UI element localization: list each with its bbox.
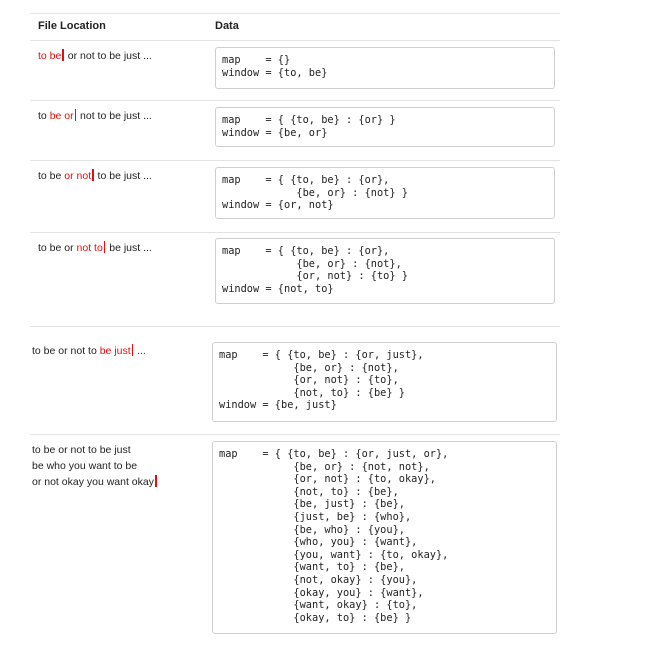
file-location-row-4: to be or not to be just ... (38, 242, 152, 254)
highlighted-window: be just (99, 345, 131, 357)
divider (30, 160, 560, 161)
location-line: or not okay you want okay (32, 474, 158, 490)
cursor-marker (62, 49, 64, 61)
cursor-marker (92, 169, 94, 181)
data-code: map = { {to, be} : {or, just}, {be, or} : {not}, {or, not} : {to}, {not, to} : {be} } window = {be, just} (219, 349, 424, 412)
file-location-row-5: to be or not to be just ... (32, 345, 146, 357)
data-box-row-3 (215, 167, 555, 219)
file-location-row-2: to be or not to be just ... (38, 110, 152, 122)
divider (30, 40, 560, 41)
location-line: be who you want to be (32, 460, 138, 472)
data-code: map = { {to, be} : {or} } window = {be, or} (222, 114, 396, 139)
divider (30, 13, 560, 14)
data-box-row-2 (215, 107, 555, 147)
data-code: map = {} window = {to, be} (222, 54, 328, 79)
data-box-row-4 (215, 238, 555, 304)
data-code: map = { {to, be} : {or, just, or}, {be, or} : {not, not}, {or, not} : {to, okay}, {not, to} : {be}, {be, just} : {be}, {just, be} : {who}, {be, who} : {you}, {who, you} : {want}, {you, want} : {to, okay}, {want, to} : {be}, {not, okay} : {you}, {okay, you} : {want}, {want, okay} : {to}, {okay, to} : {be} } (219, 448, 449, 624)
highlighted-window: not to (76, 242, 103, 254)
divider (30, 434, 560, 435)
highlighted-window: to be (38, 50, 62, 62)
data-box-row-6 (212, 441, 557, 634)
cursor-marker (155, 475, 157, 487)
location-line: to be or not to be just (32, 444, 131, 456)
divider (30, 326, 560, 327)
data-code: map = { {to, be} : {or}, {be, or} : {not}, {or, not} : {to} } window = {not, to} (222, 245, 408, 295)
data-box-row-1 (215, 47, 555, 89)
cursor-marker (132, 344, 134, 356)
divider (30, 232, 560, 233)
header-file-location: File Location (38, 20, 106, 32)
data-box-row-5 (212, 342, 557, 422)
divider (30, 100, 560, 101)
highlighted-window: or not (64, 170, 92, 182)
file-location-row-3: to be or not to be just ... (38, 170, 152, 182)
file-location-row-1: to be or not to be just ... (38, 50, 152, 62)
header-data: Data (215, 20, 239, 32)
data-code: map = { {to, be} : {or}, {be, or} : {not} } window = {or, not} (222, 174, 408, 212)
highlighted-window: be or (49, 110, 74, 122)
file-location-row-6 (32, 442, 158, 490)
cursor-marker (75, 109, 77, 121)
